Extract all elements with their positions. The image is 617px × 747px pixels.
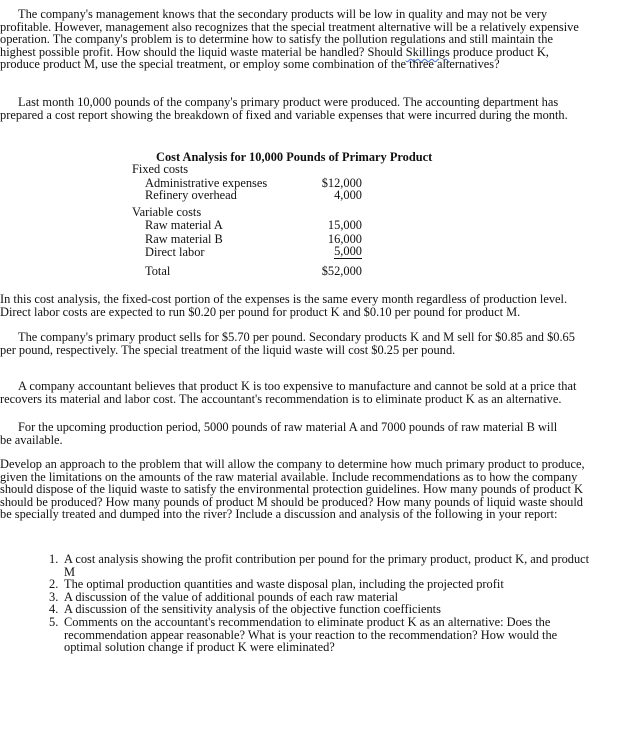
list-item-text: The optimal production quantities and waste disposal plan, including the projected profit [64, 577, 504, 592]
list-item-text: A discussion of the sensitivity analysis of the objective function coefficients [64, 602, 441, 617]
list-item-number: 1. [49, 552, 59, 566]
total-label: Total [145, 264, 171, 278]
list-item-number: 3. [49, 589, 59, 604]
variable-item-value: 5,000 [334, 244, 362, 258]
list-item [36, 616, 596, 654]
intro-text-a: The company's management knows that the secondary products will be low in quality and may not be very profitable. However, management also recognizes that the special treatment alternative will be a relatively expensive operation. The company's problem is to determine how to satisfy the pollution regulations and still maintain the highest possible profit. How should the liquid waste material be handled? Should [0, 7, 579, 59]
fixed-costs-label: Fixed costs [132, 162, 189, 176]
list-item [36, 553, 596, 578]
variable-item-value: 15,000 [327, 218, 362, 232]
fixed-item-value: $12,000 [321, 176, 362, 190]
cost-table-title: Cost Analysis for 10,000 Pounds of Primary Product [156, 150, 433, 164]
variable-costs-label: Variable costs [132, 205, 202, 219]
company-name: Skillings [405, 44, 450, 59]
variable-item-value: 16,000 [327, 232, 362, 246]
variable-item-label: Raw material B [145, 232, 223, 246]
report-requirements-list [36, 553, 596, 654]
intro-paragraph-2: Last month 10,000 pounds of the company's primary product were produced. The accounting department has prepared a cost report showing the breakdown of fixed and variable expenses that were incurred during the month. [0, 95, 568, 122]
fixed-item-value: 4,000 [334, 188, 362, 202]
list-item-number: 4. [49, 602, 59, 617]
list-item-text: A discussion of the value of additional pounds of each raw material [64, 589, 399, 604]
analysis-paragraph-3: A company accountant believes that product K is too expensive to manufacture and cannot be sold at a price that recovers its material and labor cost. The accountant's recommendation is to eliminate product K as an alternative. [0, 379, 577, 406]
intro-paragraph-1 [0, 8, 586, 71]
variable-item-value-underlined [302, 245, 362, 259]
intro-text-b: produce product K, produce product M, use the special treatment, or employ some combination of the three alternatives? [0, 44, 549, 72]
variable-item-label: Raw material A [145, 218, 223, 232]
analysis-paragraph-1: In this cost analysis, the fixed-cost portion of the expenses is the same every month regardless of production level. Direct labor costs are expected to run $0.20 per pound for product K and $0.10 per pound for product M. [0, 292, 568, 319]
fixed-item-label: Administrative expenses [145, 176, 268, 190]
list-item-number: 5. [49, 614, 59, 629]
total-value: $52,000 [321, 264, 362, 278]
analysis-paragraph-4: For the upcoming production period, 5000 pounds of raw material A and 7000 pounds of raw material B will be available. [0, 420, 558, 447]
list-item-text: Comments on the accountant's recommendation to eliminate product K as an alternative: Does the recommendation appear reasonable? What is your reaction to the recommendation? How would the optimal solution change if product K were eliminated? [64, 614, 558, 655]
analysis-paragraph-2: The company's primary product sells for $5.70 per pound. Secondary products K and M sell for $0.85 and $0.65 per pound, respectively. The special treatment of the liquid waste will cost $0.25 per pound. [0, 330, 575, 357]
task-paragraph: Develop an approach to the problem that will allow the company to determine how much primary product to produce, given the limitations on the amounts of the raw material available. Include recommendations as to how the company should dispose of the liquid waste to satisfy the environmental protection guidelines. How many pounds of product K should be produced? How many pounds of product M should be produced? How many pounds of liquid waste should be specially treated and dumped into the river? Include a discussion and analysis of the following in your report: [0, 457, 585, 522]
list-item-number: 2. [49, 577, 59, 592]
variable-item-label: Direct labor [145, 245, 205, 259]
list-item-text: A cost analysis showing the profit contribution per pound for the primary product, product K, and product M [64, 552, 590, 579]
fixed-item-label: Refinery overhead [145, 188, 237, 202]
